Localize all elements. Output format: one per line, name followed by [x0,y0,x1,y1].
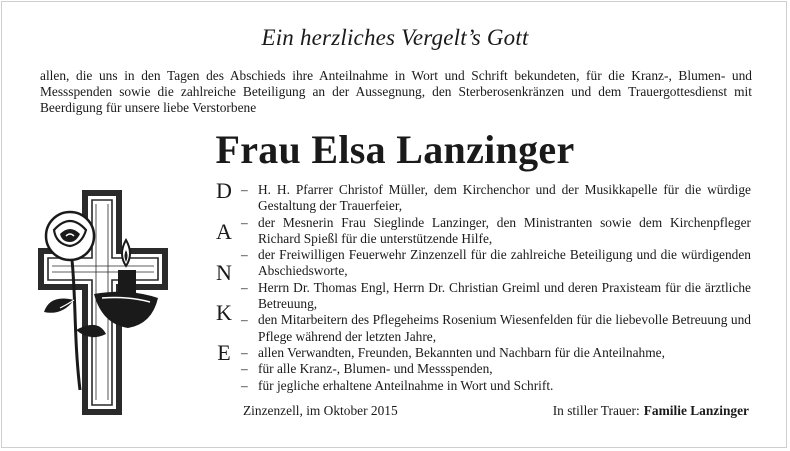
dash-marker: – [241,361,248,377]
list-item-text: der Freiwilligen Feuerwehr Zinzenzell für die zahlreiche Beteiligung und die würdigenden Abschiedsworte, [258,247,751,279]
danke-letter: A [216,219,232,244]
intro-paragraph: allen, die uns in den Tagen des Abschieds ihre Anteilnahme in Wort und Schrift bekundeten, für die Kranz-, Blumen- und Messspenden sowie die zahlreiche Beteiligung an der Aussegnung, den Sterberosenkränzen und dem Trauergottesdienst mit Beerdigung für unsere liebe Verstorbene [40,68,752,115]
danke-letter: D [216,178,232,203]
thanks-list [241,182,751,394]
list-item [241,215,751,248]
deceased-name: Frau Elsa Lanzinger [215,127,575,172]
danke-letter: E [217,340,231,365]
signoff [553,403,749,419]
list-item-text: Herrn Dr. Thomas Engl, Herrn Dr. Christian Greiml und deren Praxisteam für die ärztliche Betreuung, [258,279,751,312]
cross-rose-candle-icon [30,190,170,415]
list-item [241,378,751,394]
list-item [241,182,751,215]
dash-marker: – [241,312,248,328]
dash-marker: – [241,344,248,360]
list-item [241,247,751,280]
list-item-text: H. H. Pfarrer Christof Müller, dem Kirchenchor und der Musikkapelle für die würdige Gestaltung der Trauerfeier, [258,182,751,214]
list-item [241,312,751,345]
list-item [241,280,751,313]
family-name: Familie Lanzinger [643,403,749,418]
place-date: Zinzenzell, im Oktober 2015 [243,403,398,418]
dash-marker: – [241,377,248,393]
danke-letter: K [216,300,232,325]
list-item [241,345,751,361]
list-item-text: den Mitarbeitern des Pflegeheims Rosenium Wiesenfelden für die liebevolle Betreuung und Pflege während der letzten Jahre, [258,312,751,344]
signoff-label: In stiller Trauer: [552,403,640,418]
dash-marker: – [241,279,248,295]
list-item-text: für jegliche erhaltene Anteilnahme in Wort und Schrift. [258,377,554,393]
dash-marker: – [241,214,248,230]
dash-marker: – [241,247,248,263]
dash-marker: – [241,182,248,197]
danke-letter: N [216,260,232,285]
notice-heading: Ein herzliches Vergelt’s Gott [261,25,529,50]
list-item [241,361,751,377]
list-item-text: der Mesnerin Frau Sieglinde Lanzinger, den Ministranten sowie dem Kirchenpfleger Richard Spießl für die unterstützende Hilfe, [258,214,751,246]
list-item-text: allen Verwandten, Freunden, Bekannten und Nachbarn für die Anteilnahme, [258,344,665,360]
list-item-text: für alle Kranz-, Blumen- und Messspenden, [258,361,493,377]
